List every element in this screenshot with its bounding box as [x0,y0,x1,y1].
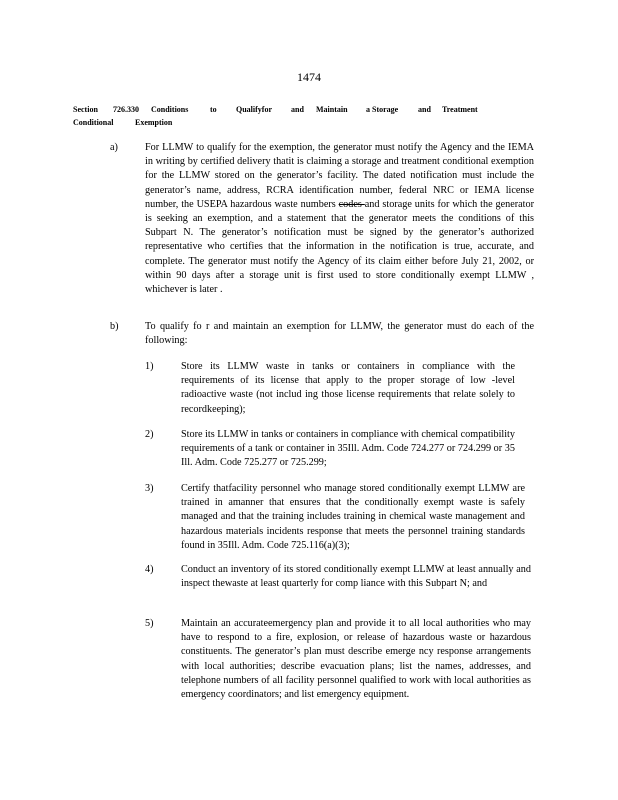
subitem-4-paragraph: Conduct an inventory of its stored conditionally exempt LLMW at least annually and inspect thewaste at least quarterly for comp liance with this Subpart N; and [181,564,531,590]
subitem-5-label: 5) [145,618,154,629]
heading-word: a Storage [366,105,399,114]
heading-section-word: Section [73,105,98,114]
item-a-label: a) [110,142,118,153]
subitem-4-label: 4) [145,564,154,575]
page-number: 1474 [297,70,321,84]
subitem-1-paragraph: Store its LLMW waste in tanks or containers in compliance with the requirements of its license that apply to the proper storage of low -level radioactive waste (not includ ing those license requirements that relate solely to recordkeeping); [181,361,515,415]
item-a-paragraph [145,141,534,297]
heading-word: Maintain [316,105,348,114]
item-b-paragraph: To qualify fo r and maintain an exemption for LLMW, the generator must do each of the following: [145,321,534,347]
heading-word: and [418,105,431,114]
heading-word: Conditional [73,118,114,127]
heading-word: and [291,105,304,114]
heading-word: Treatment [442,105,478,114]
item-b-label: b) [110,321,119,332]
heading-section-number: 726.330 [113,105,139,114]
heading-word: Conditions [151,105,189,114]
subitem-5-paragraph: Maintain an accurateemergency plan and provide it to all local authorities who may have to respond to a fire, explosion, or release of hazardous waste or hazardous constituents. The generator’s plan must describe emerge ncy response arrangements with local authorities; describe evacuation plans; list the names, addresses, and telephone numbers of all facility personnel qualified to work with local authorities as emergency coordinators; and list emergency equipment. [181,618,531,701]
item-a-struck-text: codes [338,198,365,210]
subitem-3-label: 3) [145,483,154,494]
section-heading [73,103,478,129]
item-a-text-2: and storage units for which the generator is seeking an exemption, and a statement that the generator meets the conditions of this Subpart N. The generator’s notification must be signed by the generator’s authorized representative who certifies that the information in the notification is true, accurate, and complete. The generator must notify the Agency of its claim either before July 21, 2002, or within 90 days after a storage unit is first used to store conditionally exempt LLMW , whichever is later . [145,198,534,296]
subitem-3-paragraph: Certify thatfacility personnel who manage stored conditionally exempt LLMW are trained in amanner that ensures that the conditionally exempt waste is safely managed and that the training includes training in chemical waste management and hazardous materials incidents response that meets the personnel training standards found in 35Ill. Adm. Code 725.116(a)(3); [181,483,525,551]
subitem-1-label: 1) [145,361,154,372]
subitem-2-label: 2) [145,429,154,440]
subitem-2-paragraph: Store its LLMW in tanks or containers in compliance with chemical compatibility requirements of a tank or container in 35Ill. Adm. Code 724.277 or 724.299 or 35 Ill. Adm. Code 725.277 or 725.299; [181,429,515,469]
heading-word: to [210,105,217,114]
heading-word: Exemption [135,118,173,127]
heading-word: Qualifyfor [236,105,272,114]
item-a-text-1: For LLMW to qualify for the exemption, the generator must notify the Agency and the IEMA in writing by certified delivery thatit is claiming a storage and treatment conditional exemption for the LLMW stored on the generator’s facility. The dated notification must include the generator’s name, address, RCRA identification number, federal NRC or IEMA license number, the USEPA hazardous waste numbers [145,142,534,210]
